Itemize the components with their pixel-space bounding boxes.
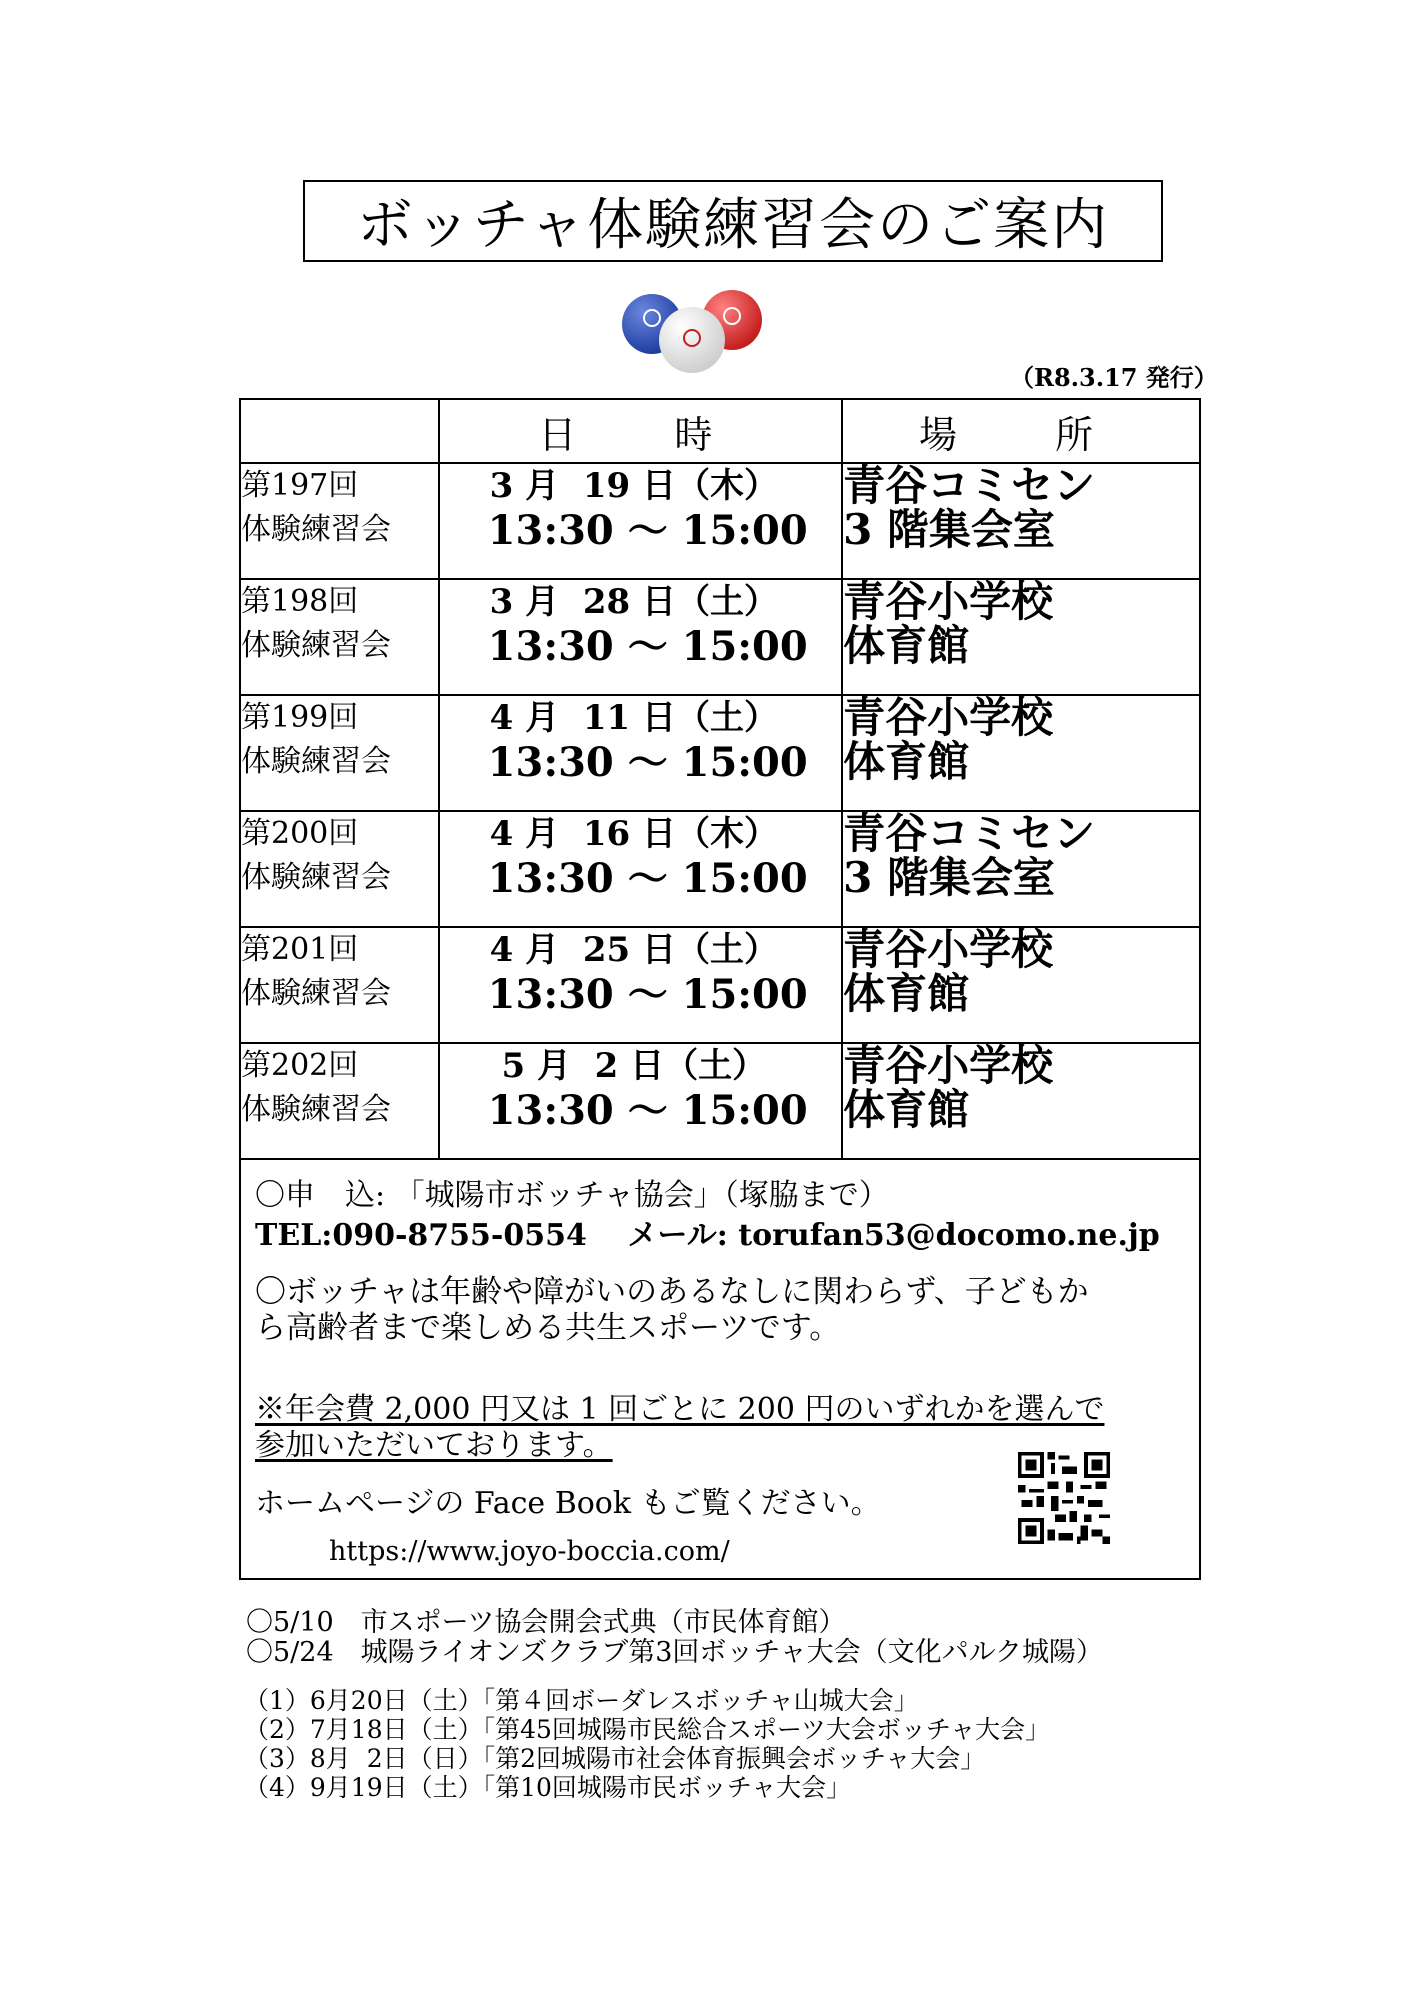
event-item: （2）7月18日（土）「第45回城陽市民総合スポーツ大会ボッチャ大会」 (244, 1715, 1051, 1744)
page-title-text: ボッチャ体験練習会のご案内 (356, 193, 1110, 258)
round-label: 体験練習会 (241, 744, 391, 779)
table-row (240, 811, 1200, 927)
header-place: 場 所 (842, 399, 1200, 463)
time: 13:30 ～ 15:00 (487, 855, 808, 902)
apply-text: 〇申 込: 「城陽市ボッチャ協会」（塚脇まで） (255, 1178, 889, 1213)
header-blank (240, 399, 439, 463)
place-name: 青谷コミセン (843, 809, 1096, 858)
issue-date: （R8.3.17 発行） (1010, 363, 1218, 392)
table-row (240, 927, 1200, 1043)
time: 13:30 ～ 15:00 (487, 507, 808, 554)
table-header-row (240, 399, 1200, 463)
place-room: 体育館 (843, 1085, 970, 1134)
place-name: 青谷小学校 (843, 1041, 1054, 1090)
place-name: 青谷コミセン (843, 461, 1096, 510)
table-row (240, 463, 1200, 579)
place-room: 体育館 (843, 737, 970, 786)
round-label: 体験練習会 (241, 512, 391, 547)
fee-line-2: 参加いただいております。 (255, 1428, 613, 1463)
date: 4 月 25 日（土） (489, 930, 778, 970)
schedule-table (239, 398, 1201, 1580)
event-item: （3）8月 2日（日）「第2回城陽市社会体育振興会ボッチャ大会」 (244, 1744, 986, 1773)
boccia-balls-image (620, 288, 770, 376)
note-item: 〇5/10 市スポーツ協会開会式典（市民体育館） (246, 1607, 846, 1638)
place-name: 青谷小学校 (843, 925, 1054, 974)
event-item: （4）9月19日（土）「第10回城陽市民ボッチャ大会」 (244, 1773, 852, 1802)
table-row (240, 1043, 1200, 1159)
round-number: 第198回 (241, 584, 359, 619)
place-room: 体育館 (843, 969, 970, 1018)
date: 3 月 28 日（土） (489, 582, 778, 622)
date: 4 月 16 日（木） (489, 814, 778, 854)
round-number: 第201回 (241, 932, 359, 967)
place-room: 体育館 (843, 621, 970, 670)
table-row (240, 579, 1200, 695)
round-number: 第199回 (241, 700, 359, 735)
time: 13:30 ～ 15:00 (487, 1087, 808, 1134)
round-label: 体験練習会 (241, 860, 391, 895)
page-title (303, 180, 1163, 262)
round-label: 体験練習会 (241, 976, 391, 1011)
round-label: 体験練習会 (241, 1092, 391, 1127)
round-number: 第202回 (241, 1048, 359, 1083)
place-name: 青谷小学校 (843, 693, 1054, 742)
qr-code-icon[interactable] (1018, 1452, 1110, 1544)
event-item: （1）6月20日（土）「第４回ボーダレスボッチャ山城大会」 (244, 1686, 919, 1715)
time: 13:30 ～ 15:00 (487, 739, 808, 786)
round-number: 第200回 (241, 816, 359, 851)
homepage-url[interactable]: https://www.joyo-boccia.com/ (329, 1536, 730, 1567)
fee-line-1: ※年会費 2,000 円又は 1 回ごとに 200 円のいずれかを選んで (255, 1392, 1105, 1427)
time: 13:30 ～ 15:00 (487, 971, 808, 1018)
date: 3 月 19 日（木） (489, 466, 778, 506)
table-row (240, 695, 1200, 811)
about-line-2: ら高齢者まで楽しめる共生スポーツです。 (255, 1310, 841, 1346)
date: 4 月 11 日（土） (489, 698, 778, 738)
header-datetime: 日 時 (439, 399, 842, 463)
round-label: 体験練習会 (241, 628, 391, 663)
time: 13:30 ～ 15:00 (487, 623, 808, 670)
date: 5 月 2 日（土） (489, 1046, 767, 1086)
contact-text: TEL:090-8755-0554 メール: torufan53@docomo.ne.jp (255, 1218, 1160, 1253)
place-name: 青谷小学校 (843, 577, 1054, 626)
round-number: 第197回 (241, 468, 359, 503)
note-item: 〇5/24 城陽ライオンズクラブ第3回ボッチャ大会（文化パルク城陽） (246, 1637, 1104, 1668)
about-line-1: 〇ボッチャは年齢や障がいのあるなしに関わらず、子どもか (255, 1274, 1089, 1310)
homepage-text: ホームページの Face Book もご覧ください。 (255, 1486, 881, 1521)
place-room: 3 階集会室 (843, 853, 1055, 902)
place-room: 3 階集会室 (843, 505, 1055, 554)
